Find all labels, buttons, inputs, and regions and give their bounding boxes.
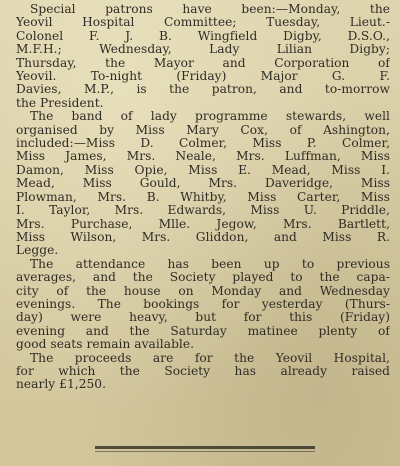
text-line: I. Taylor, Mrs. Edwards, Miss U. Priddle,: [16, 204, 390, 218]
text-line: Plowman, Mrs. B. Whitby, Miss Carter, Miss: [16, 190, 390, 204]
paragraph-special-patrons: [16, 3, 390, 110]
text-line: organised by Miss Mary Cox, of Ashington,: [16, 123, 390, 137]
text-line: Miss James, Mrs. Neale, Mrs. Luffman, Miss: [16, 150, 390, 164]
text-line: Damon, Miss Opie, Miss E. Mead, Miss I.: [16, 163, 390, 177]
text-line: Special patrons have been:—Monday, the: [30, 3, 390, 16]
text-line: Legge.: [16, 244, 59, 258]
text-line: Thursday, the Mayor and Corporation of: [16, 56, 390, 70]
text-line: Mead, Miss Gould, Mrs. Daveridge, Miss: [16, 177, 390, 191]
text-line: Colonel F. J. B. Wingfield Digby, D.S.O.,: [16, 29, 390, 43]
text-line: The proceeds are for the Yeovil Hospital,: [30, 351, 390, 365]
text-line: city of the house on Monday and Wednesday: [16, 284, 390, 298]
text-line: good seats remain available.: [16, 338, 195, 352]
text-line: The attendance has been up to previous: [30, 257, 390, 271]
text-line: nearly £1,250.: [16, 378, 107, 392]
text-line: averages, and the Society played to the capa-: [16, 271, 390, 285]
text-line: Yeovil Hospital Committee; Tuesday, Lieut.-: [16, 16, 390, 30]
text-line: Yeovil. To-night (Friday) Major G. F.: [16, 70, 390, 84]
text-line: included:—Miss D. Colmer, Miss P. Colmer,: [16, 137, 390, 151]
text-line: evening and the Saturday matinee plenty of: [16, 324, 390, 338]
end-of-article-rule-thin: [95, 451, 315, 452]
text-line: day) were heavy, but for this (Friday): [16, 311, 390, 325]
text-line: The band of lady programme stewards, well: [30, 110, 390, 124]
paragraph-programme-stewards: [16, 110, 390, 257]
text-line: evenings. The bookings for yesterday (Thurs-: [16, 297, 390, 311]
text-line: Davies, M.P., is the patron, and to-morrow: [16, 83, 390, 97]
text-line: Miss Wilson, Mrs. Gliddon, and Miss R.: [16, 230, 390, 244]
text-line: Mrs. Purchase, Mlle. Jegow, Mrs. Bartlett,: [16, 217, 390, 231]
text-line: M.F.H.; Wednesday, Lady Lilian Digby;: [16, 43, 390, 57]
text-line: the President.: [16, 96, 104, 110]
text-line: for which the Society has already raised: [16, 364, 390, 378]
paragraph-proceeds: [16, 352, 390, 392]
paragraph-attendance: [16, 258, 390, 352]
end-of-article-rule: [95, 446, 315, 449]
